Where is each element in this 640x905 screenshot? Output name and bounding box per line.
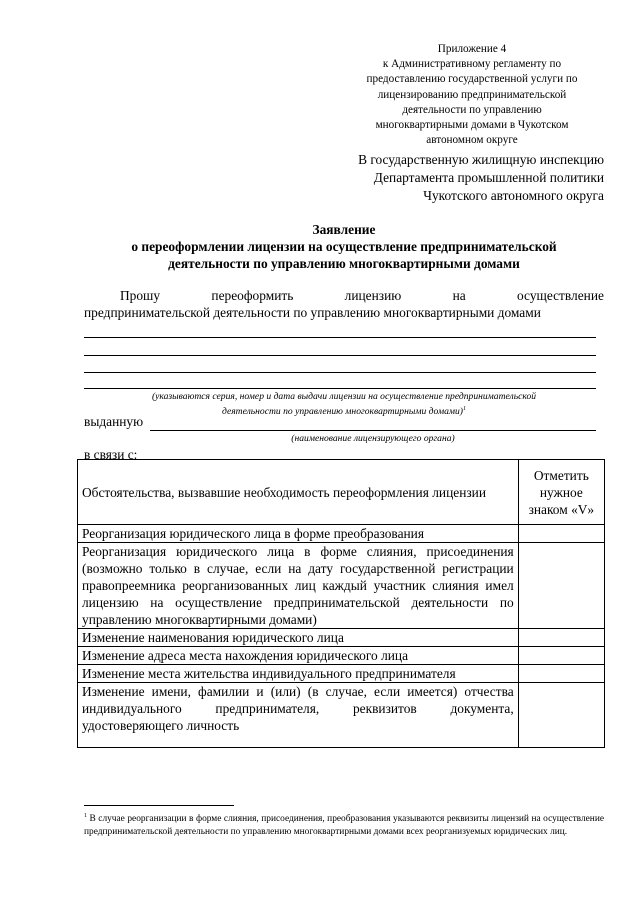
appendix-line: автономном округе xyxy=(426,134,518,147)
request-line-2: предпринимательской деятельности по управлению многоквартирными домами xyxy=(84,305,541,320)
table-row xyxy=(78,525,605,543)
circumstance-text: Изменение наименования юридического лица xyxy=(78,629,519,647)
license-details-field[interactable] xyxy=(84,355,596,356)
table-row xyxy=(78,629,605,647)
appendix-line: лицензированию предпринимательской xyxy=(377,88,567,101)
license-details-field[interactable] xyxy=(84,388,596,389)
footnote xyxy=(84,810,604,839)
appendix-header xyxy=(340,42,604,148)
title-line: деятельности по управлению многоквартирными домами xyxy=(168,256,520,271)
appendix-line: Приложение 4 xyxy=(437,43,507,55)
addressee-line: В государственную жилищную инспекцию xyxy=(358,152,604,167)
request-line-1 xyxy=(84,287,604,304)
appendix-line: деятельности по управлению xyxy=(402,103,542,116)
table-header-row xyxy=(78,460,605,525)
title-line: Заявление xyxy=(312,222,376,237)
circumstances-table xyxy=(77,459,605,748)
addressee-line: Чукотского автономного округа xyxy=(423,188,604,203)
table-row xyxy=(78,647,605,665)
request-word: лицензию xyxy=(344,288,402,303)
appendix-line: многоквартирными домами в Чукотском xyxy=(375,119,569,132)
mark-cell[interactable] xyxy=(518,543,604,629)
circumstance-text: Изменение имени, фамилии и (или) (в случае, если имеется) отчества индивидуального предпринимателя, реквизитов документа, удостоверяющего личность xyxy=(78,683,519,748)
due-to-label: в связи с: xyxy=(84,447,138,462)
addressee-line: Департамента промышленной политики xyxy=(373,170,604,185)
footnote-divider xyxy=(84,805,234,806)
hint-text: деятельности по управлению многоквартирными домами) xyxy=(221,406,463,418)
circumstance-text: Изменение адреса места нахождения юридического лица xyxy=(78,647,519,665)
mark-cell[interactable] xyxy=(518,525,604,543)
table-row xyxy=(78,665,605,683)
issued-by-label: выданную xyxy=(84,414,144,429)
mark-cell[interactable] xyxy=(518,683,604,748)
hint-line: (указываются серия, номер и дата выдачи лицензии на осуществление предпринимательской xyxy=(151,391,537,402)
addressee-block xyxy=(300,151,604,205)
appendix-line: предоставлению государственной услуги по xyxy=(366,73,578,86)
appendix-line: к Административному регламенту по xyxy=(382,58,562,71)
issuing-authority-hint: (наименование лицензирующего органа) xyxy=(291,433,455,444)
hint-line xyxy=(84,403,604,418)
table-row xyxy=(78,683,605,748)
license-details-hint xyxy=(84,391,604,418)
request-word: Прошу xyxy=(120,288,161,303)
document-title xyxy=(84,221,604,272)
footnote-mark: 1 xyxy=(84,813,87,819)
request-text xyxy=(84,287,604,321)
table-row xyxy=(78,543,605,629)
mark-cell[interactable] xyxy=(518,647,604,665)
license-details-field[interactable] xyxy=(84,372,596,373)
mark-cell[interactable] xyxy=(518,665,604,683)
mark-cell[interactable] xyxy=(518,629,604,647)
header-mark: Отметить нужное знаком «V» xyxy=(518,460,604,525)
footnote-text: В случае реорганизации в форме слияния, присоединения, преобразования указываются реквизиты лицензий на осуществление предпринимательской деятельности по управлению многоквартирными домами всех реорганизуемых юридических лиц. xyxy=(84,814,604,837)
request-word: переоформить xyxy=(211,288,294,303)
issuing-authority-field[interactable] xyxy=(150,430,596,431)
title-line: о переоформлении лицензии на осуществление предпринимательской xyxy=(131,239,557,254)
request-word: на xyxy=(452,288,466,303)
footnote-ref: 1 xyxy=(463,406,466,412)
circumstance-text: Реорганизация юридического лица в форме преобразования xyxy=(78,525,519,543)
header-circumstances: Обстоятельства, вызвавшие необходимость переоформления лицензии xyxy=(78,460,519,525)
request-word: осуществление xyxy=(517,288,604,303)
circumstance-text: Реорганизация юридического лица в форме слияния, присоединения (возможно только в случае, если на дату государственной регистрации правопреемника реорганизованных лиц каждый участник слияния имел лицензию на осуществление предпринимательской деятельности по управлению многоквартирными домами) xyxy=(78,543,519,629)
circumstance-text: Изменение места жительства индивидуального предпринимателя xyxy=(78,665,519,683)
license-details-field[interactable] xyxy=(84,337,596,338)
